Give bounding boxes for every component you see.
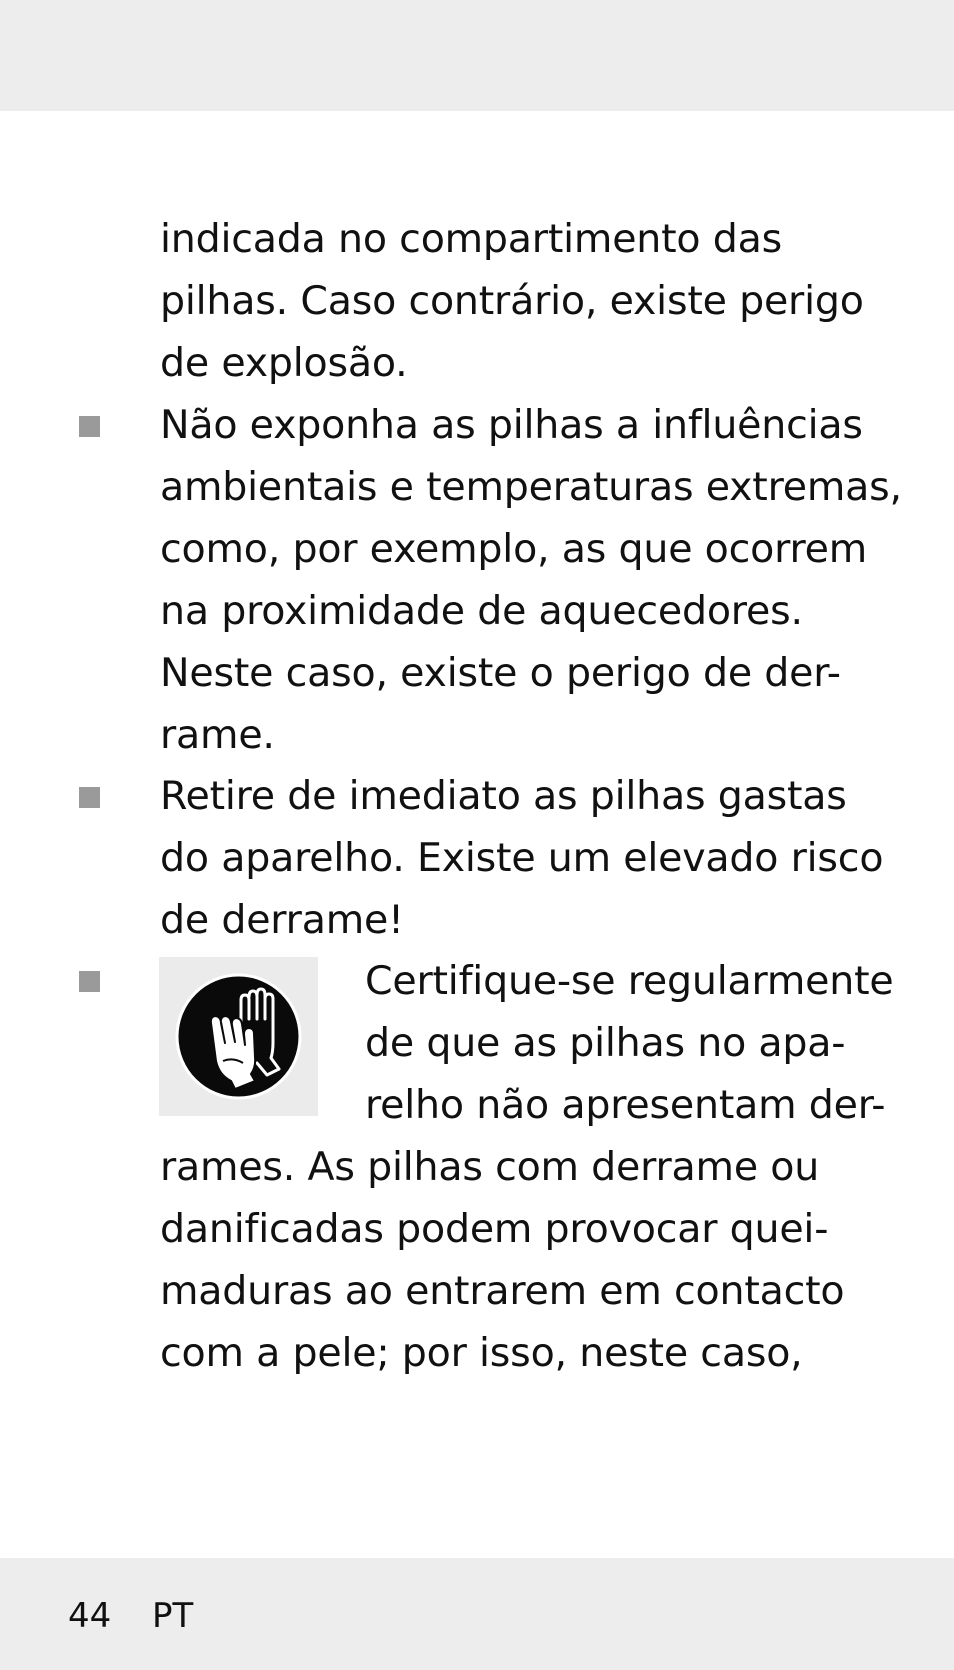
text-line: danificadas podem provocar quei- — [160, 1206, 829, 1252]
text-line: Certifique-se regularmente — [365, 958, 894, 1004]
text-line: rame. — [160, 712, 275, 758]
text-line: rames. As pilhas com derrame ou — [160, 1144, 820, 1190]
text-line: de que as pilhas no apa- — [365, 1020, 846, 1066]
text-line: pilhas. Caso contrário, existe perigo — [160, 278, 864, 324]
text-line: relho não apresentam der- — [365, 1082, 886, 1128]
bullet-marker — [79, 971, 100, 992]
header-band — [0, 0, 954, 111]
text-line: Não exponha as pilhas a influências — [160, 402, 863, 448]
text-line: do aparelho. Existe um elevado risco — [160, 835, 884, 881]
bullet-marker — [79, 416, 100, 437]
text-line: Neste caso, existe o perigo de der- — [160, 650, 841, 696]
text-line: como, por exemplo, as que ocorrem — [160, 526, 868, 572]
text-line: ambientais e temperaturas extremas, — [160, 464, 902, 510]
text-line: Retire de imediato as pilhas gastas — [160, 773, 847, 819]
text-line: com a pele; por isso, neste caso, — [160, 1330, 803, 1376]
protective-gloves-icon — [159, 957, 318, 1116]
text-line: indicada no compartimento das — [160, 216, 782, 262]
text-line: de derrame! — [160, 897, 404, 943]
text-line: maduras ao entrarem em contacto — [160, 1268, 845, 1314]
bullet-marker — [79, 787, 100, 808]
text-line: de explosão. — [160, 340, 408, 386]
language-code: PT — [152, 1596, 194, 1636]
footer-band — [0, 1558, 954, 1670]
text-line: na proximidade de aquecedores. — [160, 588, 803, 634]
page-number: 44 — [68, 1596, 112, 1636]
